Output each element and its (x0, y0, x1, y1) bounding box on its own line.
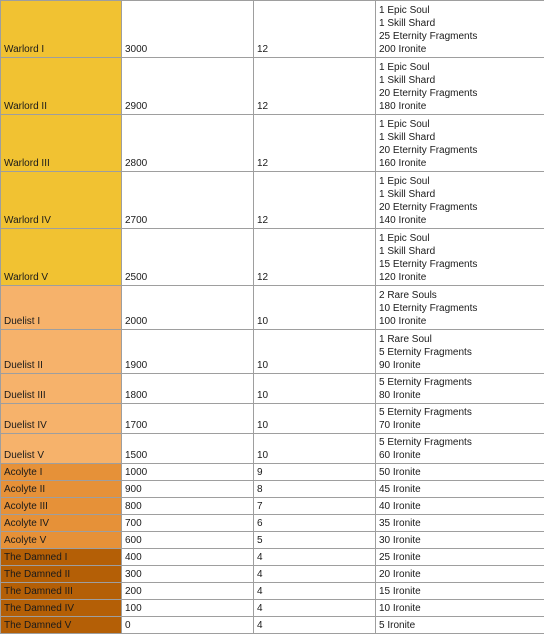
reward-line: 1 Epic Soul (379, 119, 430, 130)
points-cell[interactable]: 600 (122, 532, 254, 549)
level-cell[interactable]: 9 (254, 464, 376, 481)
level-cell[interactable]: 10 (254, 434, 376, 464)
reward-line: 10 Eternity Fragments (379, 303, 478, 314)
reward-line: 1 Skill Shard (379, 246, 436, 257)
level-cell[interactable]: 4 (254, 583, 376, 600)
rewards-cell[interactable] (376, 600, 544, 617)
rewards-cell[interactable] (376, 498, 544, 515)
table-row (1, 434, 544, 464)
rank-cell[interactable]: The Damned III (1, 583, 122, 600)
rewards-cell[interactable] (376, 549, 544, 566)
level-cell[interactable]: 7 (254, 498, 376, 515)
reward-line: 1 Skill Shard (379, 18, 436, 29)
points-cell[interactable]: 3000 (122, 1, 254, 58)
reward-line: 45 Ironite (379, 484, 421, 495)
rewards-cell[interactable] (376, 617, 544, 634)
rank-cell[interactable]: The Damned II (1, 566, 122, 583)
level-cell[interactable]: 5 (254, 532, 376, 549)
rank-cell[interactable]: Duelist IV (1, 404, 122, 434)
table-row (1, 58, 544, 115)
rank-cell[interactable]: The Damned I (1, 549, 122, 566)
reward-line: 25 Ironite (379, 552, 421, 563)
reward-line: 20 Ironite (379, 569, 421, 580)
rewards-cell[interactable] (376, 172, 544, 229)
reward-line: 40 Ironite (379, 501, 421, 512)
points-cell[interactable]: 2000 (122, 286, 254, 330)
rank-cell[interactable]: Duelist III (1, 374, 122, 404)
table-row (1, 115, 544, 172)
rewards-cell[interactable] (376, 229, 544, 286)
points-cell[interactable]: 1500 (122, 434, 254, 464)
table-row (1, 600, 544, 617)
points-cell[interactable]: 800 (122, 498, 254, 515)
reward-line: 90 Ironite (379, 360, 421, 371)
table-row (1, 515, 544, 532)
table-row (1, 532, 544, 549)
reward-line: 1 Skill Shard (379, 189, 436, 200)
table-row (1, 404, 544, 434)
table-row (1, 481, 544, 498)
reward-line: 180 Ironite (379, 101, 427, 112)
reward-line: 5 Eternity Fragments (379, 437, 472, 448)
reward-line: 120 Ironite (379, 272, 427, 283)
rank-cell[interactable]: Warlord III (1, 115, 122, 172)
rewards-cell[interactable] (376, 434, 544, 464)
table-row (1, 583, 544, 600)
reward-line: 5 Eternity Fragments (379, 407, 472, 418)
level-cell[interactable]: 12 (254, 172, 376, 229)
reward-line: 5 Eternity Fragments (379, 377, 472, 388)
rank-cell[interactable]: The Damned IV (1, 600, 122, 617)
rewards-cell[interactable] (376, 1, 544, 58)
rank-cell[interactable]: Acolyte IV (1, 515, 122, 532)
rewards-cell[interactable] (376, 286, 544, 330)
level-cell[interactable]: 10 (254, 286, 376, 330)
reward-line: 15 Ironite (379, 586, 421, 597)
reward-line: 30 Ironite (379, 535, 421, 546)
table-row (1, 229, 544, 286)
rank-cell[interactable]: Warlord IV (1, 172, 122, 229)
points-cell[interactable]: 200 (122, 583, 254, 600)
rank-cell[interactable]: Acolyte I (1, 464, 122, 481)
rank-cell[interactable]: Warlord V (1, 229, 122, 286)
reward-line: 1 Epic Soul (379, 176, 430, 187)
table-row (1, 1, 544, 58)
table-row (1, 374, 544, 404)
reward-line: 50 Ironite (379, 467, 421, 478)
table-row (1, 172, 544, 229)
rewards-cell[interactable] (376, 583, 544, 600)
reward-line: 1 Epic Soul (379, 233, 430, 244)
level-cell[interactable]: 4 (254, 600, 376, 617)
rewards-cell[interactable] (376, 330, 544, 374)
rewards-cell[interactable] (376, 374, 544, 404)
rank-cell[interactable]: Warlord II (1, 58, 122, 115)
points-cell[interactable]: 2800 (122, 115, 254, 172)
level-cell[interactable]: 12 (254, 58, 376, 115)
reward-line: 25 Eternity Fragments (379, 31, 478, 42)
table-row (1, 330, 544, 374)
points-cell[interactable]: 2500 (122, 229, 254, 286)
rank-cell[interactable]: Warlord I (1, 1, 122, 58)
table-row (1, 549, 544, 566)
table-row (1, 464, 544, 481)
points-cell[interactable]: 300 (122, 566, 254, 583)
reward-line: 80 Ironite (379, 390, 421, 401)
points-cell[interactable]: 1900 (122, 330, 254, 374)
reward-line: 2 Rare Souls (379, 290, 437, 301)
points-cell[interactable]: 2900 (122, 58, 254, 115)
reward-line: 1 Skill Shard (379, 132, 436, 143)
reward-line: 1 Skill Shard (379, 75, 436, 86)
rank-cell[interactable]: Acolyte II (1, 481, 122, 498)
rewards-cell[interactable] (376, 566, 544, 583)
level-cell[interactable]: 10 (254, 330, 376, 374)
table-row (1, 617, 544, 634)
level-cell[interactable]: 4 (254, 617, 376, 634)
table-row (1, 286, 544, 330)
points-cell[interactable]: 1000 (122, 464, 254, 481)
reward-line: 140 Ironite (379, 215, 427, 226)
rank-cell[interactable]: Acolyte III (1, 498, 122, 515)
reward-line: 1 Epic Soul (379, 5, 430, 16)
rank-cell[interactable]: Duelist II (1, 330, 122, 374)
reward-line: 1 Rare Soul (379, 334, 432, 345)
points-cell[interactable]: 900 (122, 481, 254, 498)
rewards-cell[interactable] (376, 532, 544, 549)
points-cell[interactable]: 1700 (122, 404, 254, 434)
reward-line: 20 Eternity Fragments (379, 88, 478, 99)
reward-line: 1 Epic Soul (379, 62, 430, 73)
rank-cell[interactable]: Duelist I (1, 286, 122, 330)
table-row (1, 566, 544, 583)
points-cell[interactable]: 2700 (122, 172, 254, 229)
reward-line: 200 Ironite (379, 44, 427, 55)
points-cell[interactable]: 700 (122, 515, 254, 532)
level-cell[interactable]: 4 (254, 549, 376, 566)
rewards-cell[interactable] (376, 515, 544, 532)
reward-line: 70 Ironite (379, 420, 421, 431)
reward-line: 20 Eternity Fragments (379, 145, 478, 156)
reward-line: 20 Eternity Fragments (379, 202, 478, 213)
points-cell[interactable]: 0 (122, 617, 254, 634)
level-cell[interactable]: 12 (254, 1, 376, 58)
points-cell[interactable]: 1800 (122, 374, 254, 404)
reward-line: 10 Ironite (379, 603, 421, 614)
reward-line: 100 Ironite (379, 316, 427, 327)
rank-cell[interactable]: Duelist V (1, 434, 122, 464)
level-cell[interactable]: 10 (254, 404, 376, 434)
reward-line: 60 Ironite (379, 450, 421, 461)
level-cell[interactable]: 12 (254, 115, 376, 172)
level-cell[interactable]: 10 (254, 374, 376, 404)
reward-line: 5 Ironite (379, 620, 416, 631)
points-cell[interactable]: 400 (122, 549, 254, 566)
rewards-cell[interactable] (376, 481, 544, 498)
reward-line: 35 Ironite (379, 518, 421, 529)
table-row (1, 498, 544, 515)
reward-line: 160 Ironite (379, 158, 427, 169)
rewards-cell[interactable] (376, 464, 544, 481)
points-cell[interactable]: 100 (122, 600, 254, 617)
level-cell[interactable]: 6 (254, 515, 376, 532)
rewards-cell[interactable] (376, 58, 544, 115)
rewards-cell[interactable] (376, 404, 544, 434)
level-cell[interactable]: 8 (254, 481, 376, 498)
rank-rewards-body (1, 1, 544, 634)
level-cell[interactable]: 12 (254, 229, 376, 286)
reward-line: 5 Eternity Fragments (379, 347, 472, 358)
level-cell[interactable]: 4 (254, 566, 376, 583)
reward-line: 15 Eternity Fragments (379, 259, 478, 270)
rank-cell[interactable]: The Damned V (1, 617, 122, 634)
rank-cell[interactable]: Acolyte V (1, 532, 122, 549)
rewards-cell[interactable] (376, 115, 544, 172)
